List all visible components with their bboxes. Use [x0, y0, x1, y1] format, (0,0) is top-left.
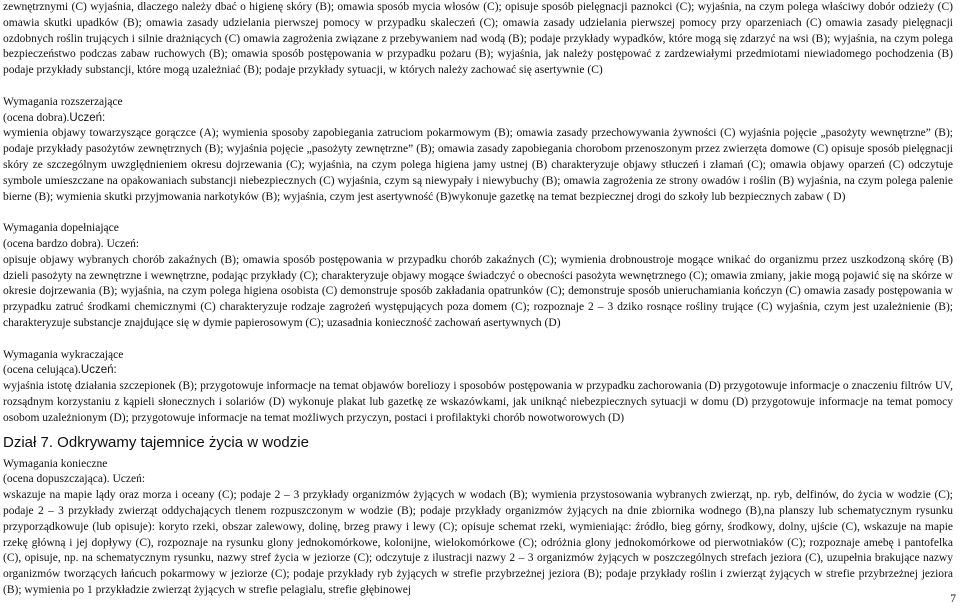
- grade-line: [3, 363, 953, 379]
- section-rozszerzajace: [3, 95, 953, 206]
- uczen-label: Uczeń:: [80, 364, 117, 377]
- uczen-label: Uczeń:: [69, 111, 106, 124]
- intro-paragraph: zewnętrznymi (C) wyjaśnia, dlaczego należy dbać o higienę skóry (B); omawia sposób mycia włosów (C); opisuje sposób pielęgnacji paznokci (C); wyjaśnia, na czym polega właściwy dobór odzieży (C) omawia skutki upadków (B); omawia zasady udzielania pierwszej pomocy w przypadku skaleczeń (C); omawia zasady udzielania pierwszej pomocy przy oparzeniach (C) omawia zasady pielęgnacji ozdobnych roślin trujących i silnie drażniących (C) omawia zagrożenia związane z przebywaniem nad wodą (B); podaje przykłady wypadków, które mogą się zdarzyć na wsi (B); wyjaśnia, na czym polega bezpieczeństwo podczas zabaw ruchowych (B); omawia sposób postępowania w przypadku pożaru (B); wyjaśnia, jak należy postępować z zardzewiałymi przedmiotami niewiadomego pochodzenia (B) podaje przykłady substancji, które mogą uzależniać (B); podaje przykłady sytuacji, w których należy zachować się asertywnie (C): [3, 1, 953, 77]
- grade-label: (ocena dobra).: [3, 111, 70, 124]
- section-wykraczajace: [3, 348, 953, 427]
- spacer: [3, 205, 953, 221]
- requirements-text: wyjaśnia istotę działania szczepionek (B); przygotowuje informacje na temat objawów boreliozy i sposobów postępowania w przypadku zachorowania (D) przygotowuje informacje o znaczeniu filtrów UV, rozsądnym korzystaniu z kąpieli słonecznych i solariów (D) wykonuje plakat lub gazetkę ze wskazówkami, jak uniknąć niebezpiecznych sytuacji w domu (D) przygotowuje informacje na temat pomocy osobom uzależnionym (D); przygotowuje informacje na temat możliwych przyczyn, postaci i profilaktyki chorób nowotworowych (D): [3, 380, 953, 424]
- spacer: [3, 79, 953, 95]
- section-title: Wymagania wykraczające: [3, 348, 124, 361]
- requirements-text: wymienia objawy towarzyszące gorączce (A); wymienia sposoby zapobiegania zatruciom pokarmowym (B); omawia zasady przechowywania żywności (C) wyjaśnia pojęcie „pasożyty wewnętrzne” (B); podaje przykłady pasożytów zewnętrznych (B); wyjaśnia pojęcie „pasożyty zewnętrzne” (B); omawia zasady zapobiegania chorobom przenoszonym przez zwierzęta domowe (C) opisuje sposób pielęgnacji skóry ze szczególnym uwzględnieniem okresu dojrzewania (C); wyjaśnia, na czym polega higiena jamy ustnej (B) charakteryzuje objawy stłuczeń i złamań (C); omawia objawy oparzeń (C) odczytuje symbole umieszczane na opakowaniach substancji niebezpiecznych (C) wyjaśnia, czym są niewypały i niewybuchy (B); omawia zagrożenia ze strony owadów i roślin (B) wyjaśnia, na czym polega palenie bierne (B); wymienia skutki przyjmowania narkotyków (B); wyjaśnia, czym jest asertywność (B)wykonuje gazetkę na temat bezpiecznej drogi do szkoły lub bezpiecznych zabaw ( D): [3, 127, 953, 203]
- grade-line: [3, 472, 953, 488]
- grade-label: (ocena dopuszczająca).: [3, 473, 110, 486]
- grade-line: [3, 237, 953, 253]
- spacer: [3, 332, 953, 348]
- chapter-heading: Dział 7. Odkrywamy tajemnice życia w wodzie: [3, 433, 309, 451]
- section-konieczne: [3, 457, 953, 599]
- section-title: Wymagania konieczne: [3, 457, 108, 470]
- section-title: Wymagania rozszerzające: [3, 95, 123, 108]
- uczen-label: Uczeń:: [112, 473, 146, 486]
- uczen-label: Uczeń:: [106, 237, 140, 250]
- grade-label: (ocena bardzo dobra).: [3, 237, 104, 250]
- grade-line: [3, 111, 953, 127]
- grade-label: (ocena celująca).: [3, 364, 81, 377]
- requirements-text: wskazuje na mapie lądy oraz morza i oceany (C); podaje 2 – 3 przykłady organizmów żyjących w wodach (B); wymienia przystosowania wybranych zwierząt, np. ryb, delfinów, do życia w wodzie (C); podaje 2 – 3 przykłady zwierząt oddychających tlenem rozpuszczonym w wodzie (B); podaje przykłady organizmów żyjących na dnie zbiornika wodnego (B),na planszy lub schematycznym rysunku przyporządkowuje (lub opisuje): koryto rzeki, obszar zalewowy, dolinę, brzeg prawy i lewy (C); opisuje schemat rzeki, wymieniając: źródło, bieg górny, środkowy, dolny, ujście (C), wskazuje na mapie rzekę główną i jej dopływy (C), rozpoznaje na rysunku glony jednokomórkowe, kolonijne, wielokomórkowe (C); odróżnia glony jednokomórkowe od pierwotniaków (C); rozpoznaje amebę i pantofelka (C), opisuje, np. na schematycznym rysunku, nazwy stref życia w jeziorze (C); odczytuje z ilustracji nazwy 2 – 3 organizmów żyjących w poszczególnych strefach jeziora (C), uzupełnia brakujące nazwy organizmów tworzących łańcuch pokarmowy w jeziorze (C); podaje przykłady ryb żyjących w strefie przybrzeżnej jeziora (B); podaje przykłady roślin i zwierząt żyjących w strefie przybrzeżnej jeziora (B); wymienia po 1 przykładzie zwierząt żyjących w strefie pelagialu, strefie głębinowej: [3, 489, 953, 596]
- section-title: Wymagania dopełniające: [3, 222, 119, 235]
- page-number: 7: [950, 593, 956, 605]
- section-dopelniajace: [3, 221, 953, 332]
- requirements-text: opisuje objawy wybranych chorób zakaźnych (B); omawia sposób postępowania w przypadku chorób zakaźnych (C); wymienia drobnoustroje mogące wnikać do organizmu przez uszkodzoną skórę (B) dzieli pasożyty na zewnętrzne i wewnętrzne, podając przykłady (C); charakteryzuje objawy mogące świadczyć o obecności pasożyta wewnętrznego (C); omawia zmiany, jakie mogą pojawić się na skórze w okresie dojrzewania (B); wyjaśnia, na czym polega higiena osobista (C) demonstruje sposób zakładania opatrunków (C); demonstruje sposób unieruchamiania kończyn (C) omawia zasady postępowania w przypadku zatruć środkami chemicznymi (C) charakteryzuje rodzaje zagrożeń występujących poza domem (C); rozpoznaje 2 – 3 dziko rosnące rośliny trujące (C) wyjaśnia, czym jest uzależnienie (B); charakteryzuje substancje znajdujące się w dymie papierosowym (C); uzasadnia konieczność zachowań asertywnych (D): [3, 253, 953, 329]
